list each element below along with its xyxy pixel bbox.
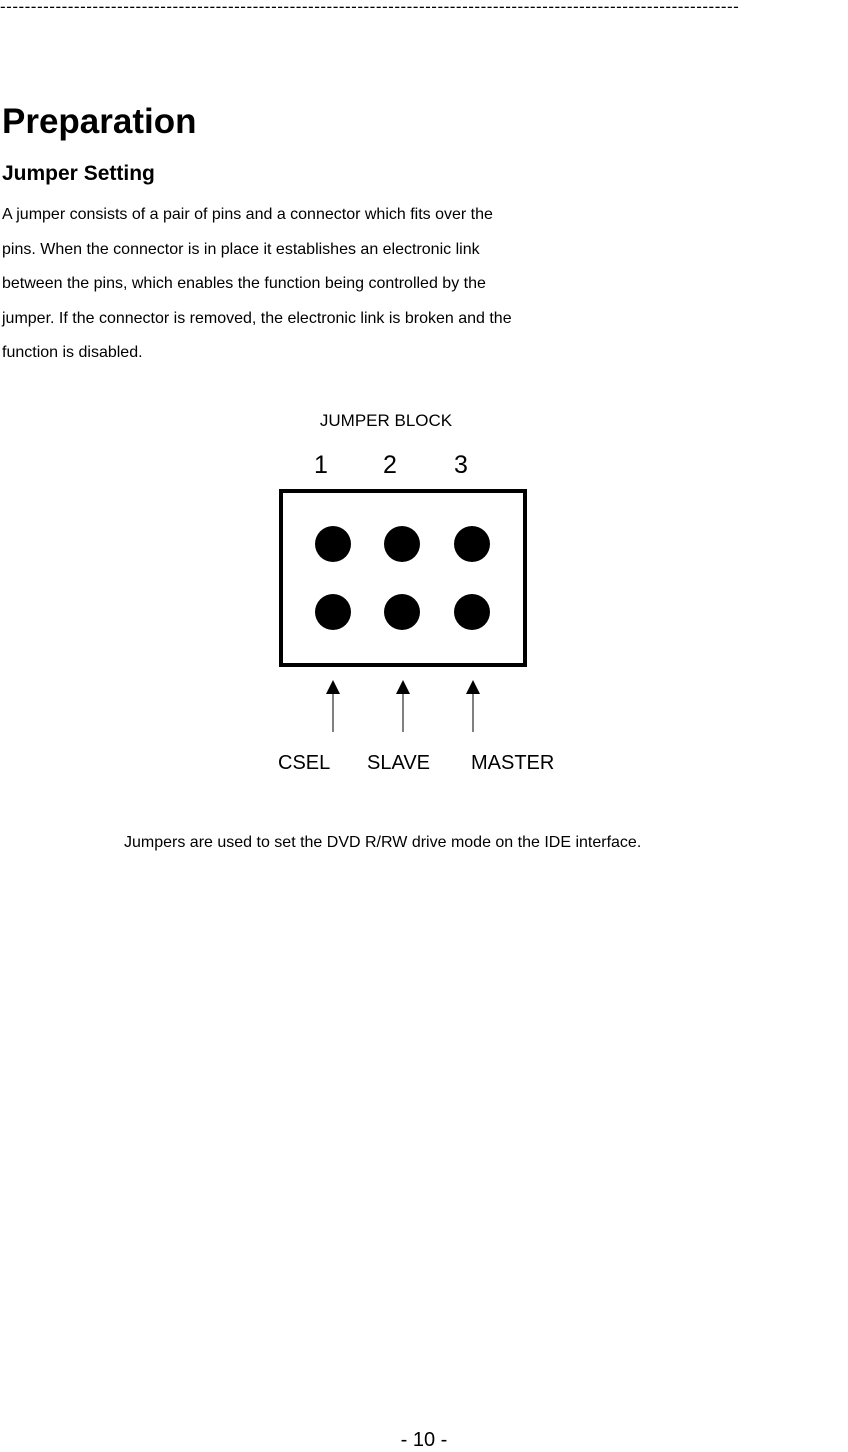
section-title: Jumper Setting — [2, 162, 155, 185]
jumper-pin — [315, 594, 351, 630]
arrow-icon — [396, 680, 410, 732]
paragraph-line: jumper. If the connector is removed, the electronic link is broken and the — [2, 309, 512, 327]
diagram-caption: Jumpers are used to set the DVD R/RW drive mode on the IDE interface. — [124, 834, 642, 851]
header-dashed-rule: ------------------------------------------------------------------------------------------------------------------------ — [0, 0, 740, 14]
jumper-block-diagram — [0, 395, 848, 795]
paragraph-line: A jumper consists of a pair of pins and a connector which fits over the — [2, 206, 493, 223]
arrow-icon — [466, 680, 480, 732]
mode-label-master: MASTER — [471, 752, 555, 774]
jumper-pin — [384, 594, 420, 630]
pin-number-3: 3 — [454, 451, 468, 479]
body-paragraph — [2, 198, 602, 371]
mode-label-slave: SLAVE — [367, 752, 430, 774]
page-title: Preparation — [2, 102, 197, 141]
jumper-pin — [384, 526, 420, 562]
jumper-block-frame — [281, 491, 525, 665]
paragraph-line: pins. When the connector is in place it establishes an electronic link — [2, 240, 480, 258]
jumper-pin — [454, 594, 490, 630]
jumper-pin — [315, 526, 351, 562]
arrow-icon — [326, 680, 340, 732]
paragraph-line: between the pins, which enables the function being controlled by the — [2, 275, 486, 292]
mode-label-csel: CSEL — [278, 752, 331, 774]
pin-number-2: 2 — [383, 451, 397, 479]
page-number: - 10 - — [400, 1429, 448, 1451]
jumper-pin — [454, 526, 490, 562]
paragraph-line: function is disabled. — [2, 344, 143, 361]
pin-number-1: 1 — [314, 451, 328, 479]
jumper-block-title: JUMPER BLOCK — [319, 411, 453, 430]
